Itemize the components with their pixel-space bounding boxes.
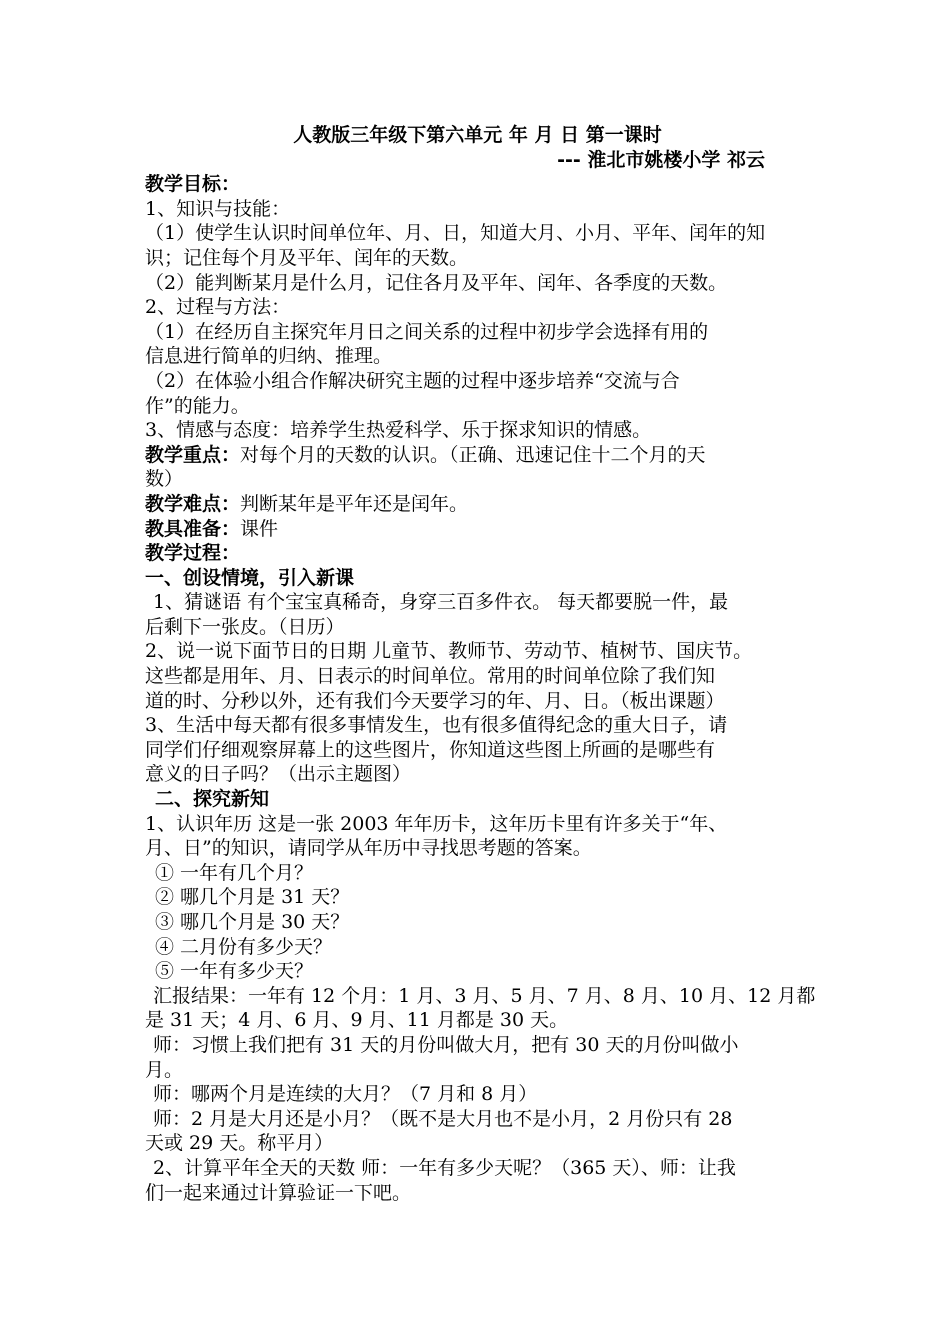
- riddle-line-a: 1、猜谜语 有个宝宝真稀奇，身穿三百多件衣。 每天都要脱一件，最: [153, 591, 729, 614]
- key-point-text: 对每个月的天数的认识。（正确、迅速记住十二个月的天: [240, 443, 706, 466]
- part-1-heading: 一、创设情境，引入新课: [145, 566, 355, 589]
- tools-text: 课件: [240, 517, 279, 540]
- author-line: --- 淮北市姚楼小学 祁云: [557, 148, 765, 171]
- goal-3: 3、情感与态度：培养学生热爱科学、乐于探求知识的情感。: [145, 419, 652, 442]
- part-2-heading: 二、探究新知: [155, 788, 270, 811]
- holidays-line-b: 这些都是用年、月、日表示的时间单位。常用的时间单位除了我们知: [145, 665, 716, 688]
- question-1: ① 一年有几个月？: [155, 861, 314, 884]
- theme-line-c: 意义的日子吗？（出示主题图）: [145, 763, 412, 786]
- holidays-line-a: 2、说一说下面节日的日期 儿童节、教师节、劳动节、植树节、国庆节。: [145, 640, 753, 663]
- difficulty-text: 判断某年是平年还是闰年。: [240, 492, 469, 515]
- riddle-line-b: 后剩下一张皮。（日历）: [145, 615, 345, 638]
- question-3: ③ 哪几个月是 30 天？: [155, 911, 350, 933]
- tools-label: 教具准备：: [145, 517, 241, 540]
- teacher-1-line-b: 月。: [145, 1058, 184, 1081]
- calc-line-b: 们一起来通过计算验证一下吧。: [145, 1181, 412, 1204]
- key-point-label: 教学重点：: [145, 443, 241, 466]
- question-5: ⑤ 一年有多少天？: [155, 960, 314, 983]
- page-title: 人教版三年级下第六单元 年 月 日 第一课时: [293, 124, 662, 146]
- holidays-line-c: 道的时、分秒以外，还有我们今天要学习的年、月、日。（板出课题）: [145, 689, 725, 712]
- report-line-b: 是 31 天；4 月、6 月、9 月、11 月都是 30 天。: [145, 1009, 569, 1032]
- key-point: [145, 443, 810, 468]
- teaching-tools: [145, 517, 810, 542]
- document-body: [145, 123, 816, 1205]
- calendar-line-b: 月、日”的知识，请同学从年历中寻找思考题的答案。: [145, 837, 592, 860]
- goal-2: 2、过程与方法：: [145, 296, 291, 319]
- goal-1: 1、知识与技能：: [145, 197, 291, 220]
- difficulty-label: 教学难点：: [145, 492, 241, 515]
- goal-1-1-line-b: 识；记住每个月及平年、闰年的天数。: [145, 246, 469, 269]
- goal-2-1-line-a: （1）在经历自主探究年月日之间关系的过程中初步学会选择有用的: [145, 320, 709, 343]
- question-4: ④ 二月份有多少天？: [155, 935, 333, 958]
- process-heading: 教学过程：: [145, 542, 241, 565]
- goal-2-2-line-b: 作”的能力。: [145, 394, 250, 417]
- teacher-1-line-a: 师：习惯上我们把有 31 天的月份叫做大月，把有 30 天的月份叫做小: [153, 1033, 739, 1056]
- goal-2-2-line-a: （2）在体验小组合作解决研究主题的过程中逐步培养“交流与合: [145, 369, 680, 392]
- goal-1-2: （2）能判断某月是什么月，记住各月及平年、闰年、各季度的天数。: [145, 271, 728, 294]
- report-line-a: 汇报结果：一年有 12 个月：1 月、3 月、5 月、7 月、8 月、10 月、12 月都: [153, 984, 816, 1007]
- goal-1-1-line-a: （1）使学生认识时间单位年、月、日，知道大月、小月、平年、闰年的知: [145, 222, 766, 245]
- teacher-3-line-b: 天或 29 天。称平月）: [145, 1132, 334, 1155]
- question-2: ② 哪几个月是 31 天？: [155, 886, 350, 909]
- key-point-cont: 数）: [145, 468, 184, 491]
- goal-2-1-line-b: 信息进行简单的归纳、推理。: [145, 345, 393, 368]
- teacher-2: 师：哪两个月是连续的大月？（7 月和 8 月）: [153, 1083, 538, 1106]
- calendar-line-a: 1、认识年历 这是一张 2003 年年历卡，这年历卡里有许多关于“年、: [145, 812, 728, 835]
- theme-line-b: 同学们仔细观察屏幕上的这些图片，你知道这些图上所画的是哪些有: [145, 738, 716, 761]
- calc-line-a: 2、计算平年全天的天数 师：一年有多少天呢？（365 天）、师：让我: [153, 1156, 736, 1179]
- teacher-3-line-a: 师：2 月是大月还是小月？（既不是大月也不是小月，2 月份只有 28: [153, 1107, 733, 1130]
- goals-heading: 教学目标：: [145, 173, 241, 196]
- difficulty: [145, 492, 810, 517]
- theme-line-a: 3、生活中每天都有很多事情发生，也有很多值得纪念的重大日子，请: [145, 714, 728, 737]
